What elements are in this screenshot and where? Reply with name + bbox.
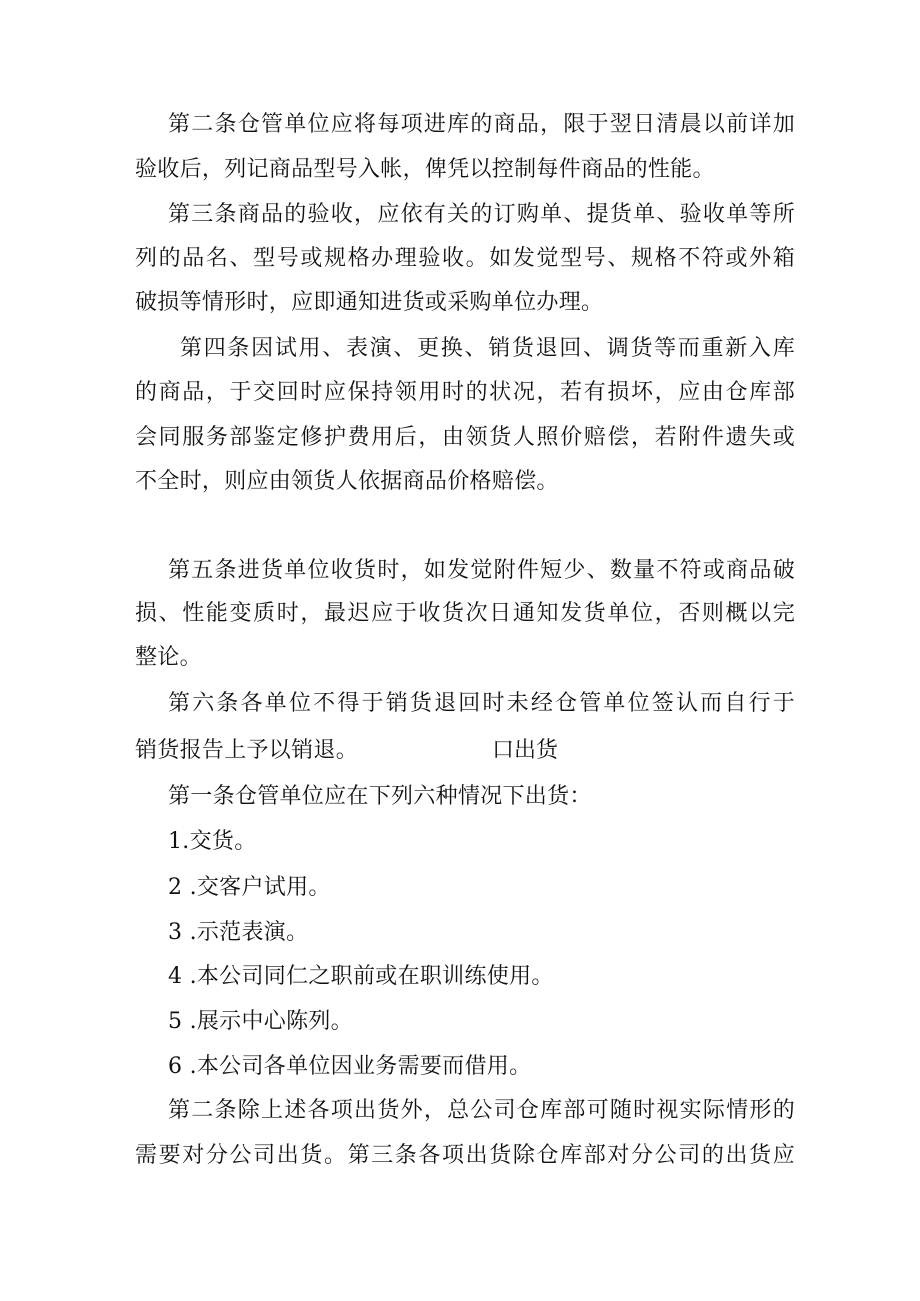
article-6-line-2: 销货报告上予以销退。	[135, 738, 359, 763]
article-4-line-4: 不全时，则应由领货人依据商品价格赔偿。	[135, 469, 559, 494]
outbound-item-5: 5 .展示中心陈列。	[168, 1009, 353, 1034]
outbound-item-2: 2 .交客户试用。	[168, 875, 331, 900]
article-5-line-1: 第五条进货单位收货时，如发觉附件短少、数量不符或商品破	[168, 558, 795, 583]
article-3-line-1: 第三条商品的验收，应依有关的订购单、提货单、验收单等所	[168, 202, 795, 227]
outbound-article-2-line-1: 第二条除上述各项出货外，总公司仓库部可随时视实际情形的	[168, 1098, 795, 1123]
article-4-line-2: 的商品，于交回时应保持领用时的状况，若有损坏，应由仓库部	[135, 380, 795, 405]
section-heading-outbound: 口出货	[492, 738, 559, 763]
outbound-article-2-line-2: 需要对分公司出货。第三条各项出货除仓库部对分公司的出货应	[135, 1143, 795, 1168]
article-5-line-2: 损、性能变质时，最迟应于收货次日通知发货单位，否则概以完	[135, 601, 795, 626]
article-5-line-3: 整论。	[135, 645, 202, 670]
article-3-line-2: 列的品名、型号或规格办理验收。如发觉型号、规格不符或外箱	[135, 246, 795, 271]
outbound-item-6: 6 .本公司各单位因业务需要而借用。	[168, 1054, 532, 1079]
article-2-line-2: 验收后，列记商品型号入帐，俾凭以控制每件商品的性能。	[135, 157, 715, 182]
article-3-line-3: 破损等情形时，应即通知进货或采购单位办理。	[135, 290, 604, 315]
article-2-line-1: 第二条仓管单位应将每项进库的商品，限于翌日清晨以前详加	[168, 112, 795, 137]
article-6-line-1: 第六条各单位不得于销货退回时未经仓管单位签认而自行于	[168, 691, 795, 716]
outbound-item-3: 3 .示范表演。	[168, 920, 309, 945]
outbound-item-4: 4 .本公司同仁之职前或在职训练使用。	[168, 964, 554, 989]
outbound-item-1: 1.交货。	[168, 829, 257, 854]
article-4-line-3: 会同服务部鉴定修护费用后，由领货人照价赔偿，若附件遗失或	[135, 425, 795, 450]
article-4-line-1: 第四条因试用、表演、更换、销货退回、调货等而重新入库	[180, 336, 795, 361]
outbound-article-1-intro: 第一条仓管单位应在下列六种情况下出货：	[168, 784, 592, 809]
